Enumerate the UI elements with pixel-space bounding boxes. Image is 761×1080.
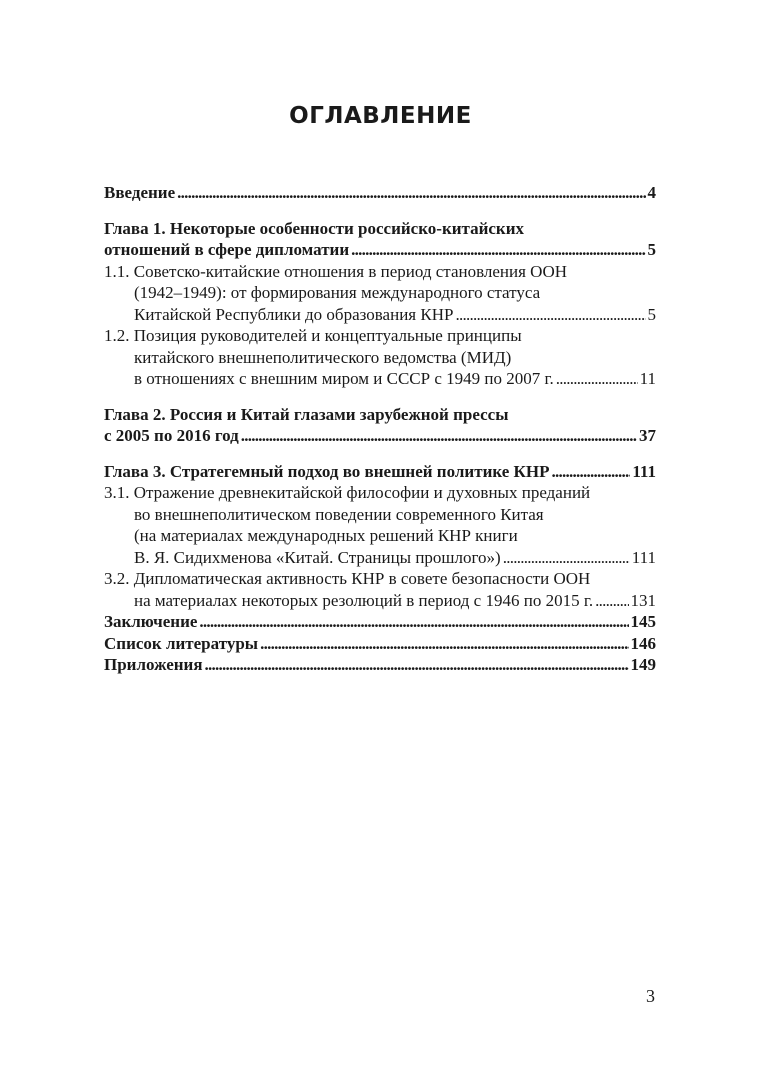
toc-entry-section-1-2[interactable] [104,325,656,390]
toc-entry-chapter-2[interactable] [104,404,656,447]
dot-leader [205,654,629,676]
toc-s11-page: 5 [647,304,656,324]
toc-s32-page: 131 [630,590,656,610]
dot-leader [177,182,645,204]
dot-leader [199,611,628,633]
toc-s31-line4: В. Я. Сидихменова «Китай. Страницы прошлого») [134,547,501,567]
dot-leader [455,304,645,326]
toc-entry-section-1-1[interactable] [104,261,656,326]
toc-appendices-page: 149 [630,655,656,674]
toc-conclusion-text: Заключение [104,612,198,631]
toc-s12-line3: в отношениях с внешним миром и СССР с 1949 по 2007 г. [134,369,554,388]
toc-entry-chapter-3[interactable] [104,461,656,483]
dot-leader [595,590,628,612]
dot-leader [551,461,630,483]
dot-leader [503,547,630,569]
toc-s31-page: 111 [631,547,656,567]
dot-leader [241,425,637,447]
toc-appendices-text: Приложения [104,655,203,674]
toc-entry-appendices[interactable] [104,654,656,676]
toc-intro-text: Введение [104,183,176,202]
toc-entry-section-3-2[interactable] [104,568,656,611]
toc-s12-line2: китайского внешнеполитического ведомства (МИД) [134,347,512,367]
toc-entry-section-3-1[interactable] [104,482,656,568]
toc-s11-line3: Китайской Республики до образования КНР [134,304,454,324]
toc-s32-line2: на материалах некоторых резолюций в период с 1946 по 2015 г. [134,590,594,610]
toc-s31-line3: (на материалах международных решений КНР книги [134,526,518,545]
dot-leader [351,239,645,261]
toc-ch2-line1: Глава 2. Россия и Китай глазами зарубежной прессы [104,404,509,424]
dot-leader [556,368,638,390]
toc-ch3-line1: Глава 3. Стратегемный подход во внешней политике КНР [104,461,550,481]
toc-ch2-page: 37 [639,426,656,445]
toc-s32-line1: 3.2. Дипломатическая активность КНР в совете безопасности ООН [104,569,591,588]
toc-ch1-line2: отношений в сфере дипломатии [104,240,350,259]
toc-s31-line2: во внешнеполитическом поведении современного Китая [134,504,544,524]
toc-s12-line1: 1.2. Позиция руководителей и концептуальные принципы [104,326,522,345]
toc-s31-line1: 3.1. Отражение древнекитайской философии и духовных преданий [104,483,591,502]
table-of-contents [104,182,656,676]
toc-entry-conclusion[interactable] [104,611,656,633]
toc-s11-line1: 1.1. Советско-китайские отношения в период становления ООН [104,261,568,281]
toc-s11-line2: (1942–1949): от формирования международного статуса [134,283,541,302]
toc-ch1-line1: Глава 1. Некоторые особенности российско-китайских [104,218,525,238]
toc-entry-references[interactable] [104,633,656,655]
toc-s12-page: 11 [639,369,656,388]
dot-leader [260,633,628,655]
toc-ch1-page: 5 [647,240,656,259]
toc-ch3-page: 111 [632,461,656,481]
toc-entry-chapter-1[interactable] [104,218,656,261]
page-number: 3 [646,986,655,1006]
toc-entry-intro[interactable] [104,182,656,204]
page-title: ОГЛАВЛЕНИЕ [289,103,472,129]
toc-references-page: 146 [630,633,656,653]
toc-conclusion-page: 145 [630,612,656,631]
toc-ch2-line2: с 2005 по 2016 год [104,426,239,445]
toc-intro-page: 4 [647,183,656,202]
toc-references-text: Список литературы [104,633,259,653]
